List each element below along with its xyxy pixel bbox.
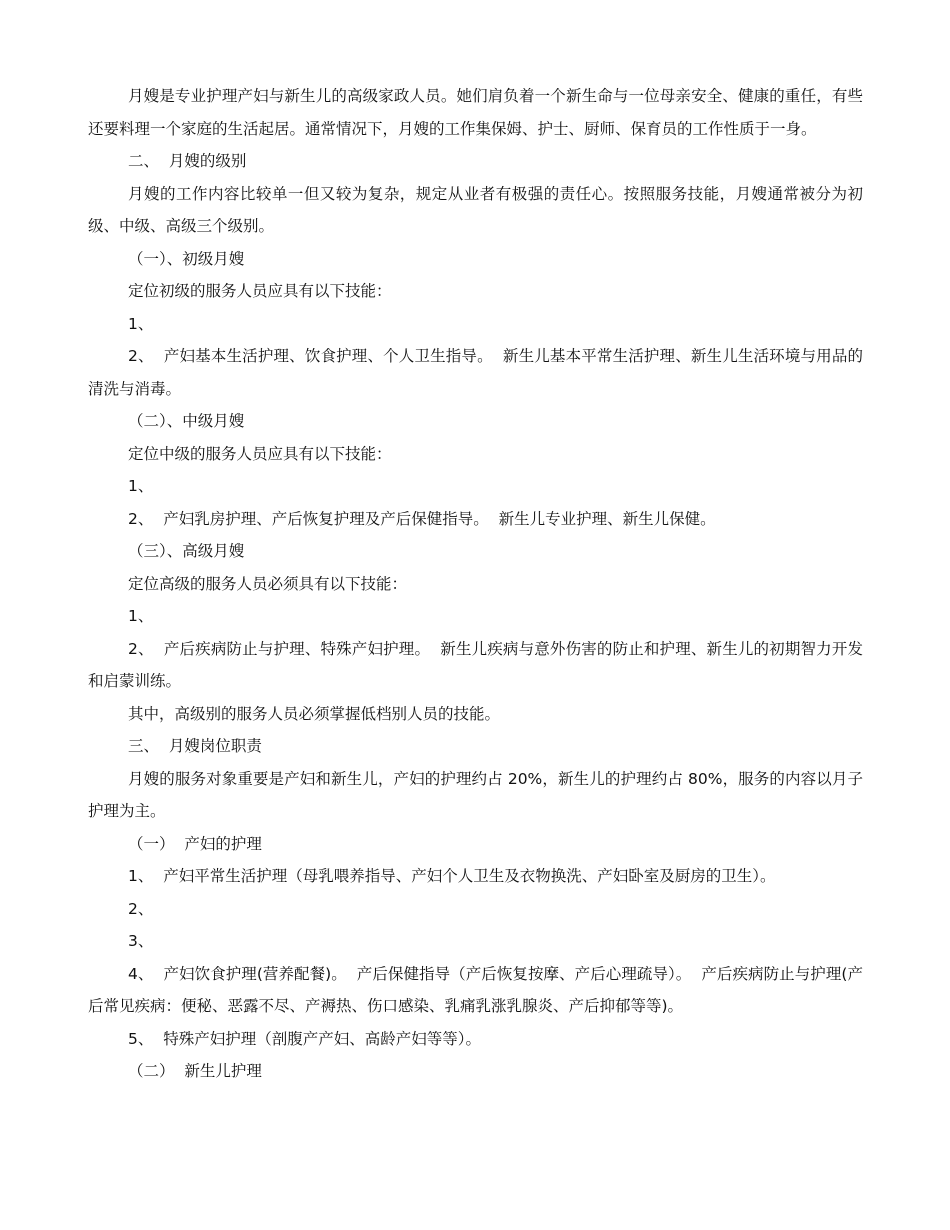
subheading-junior: （一）、初级月嫂: [128, 249, 245, 268]
intermediate-skill-2: 2、 产妇乳房护理、产后恢复护理及产后保健指导。 新生儿专业护理、新生儿保健。: [128, 509, 716, 528]
intro-paragraph: 月嫂是专业护理产妇与新生儿的高级家政人员。她们肩负着一个新生命与一位母亲安全、健康的重任，有些还要料理一个家庭的生活起居。通常情况下，月嫂的工作集保姆、护士、厨师、保育员的工作性质于一身。: [88, 87, 863, 138]
junior-skill-2: 2、 产妇基本生活护理、饮食护理、个人卫生指导。 新生儿基本平常生活护理、新生儿生活环境与用品的清洗与消毒。: [88, 347, 863, 398]
section-heading-duties: 三、 月嫂岗位职责: [128, 737, 262, 755]
duties-intro-paragraph: 月嫂的服务对象重要是产妇和新生儿，产妇的护理约占 20%，新生儿的护理约占 80%，服务的内容以月子护理为主。: [88, 769, 863, 820]
intermediate-skills-lead: 定位中级的服务人员应具有以下技能：: [128, 444, 392, 463]
mother-care-item-3: 3、: [128, 932, 154, 950]
intermediate-skill-1: 1、: [128, 477, 154, 495]
subheading-mother-care: （一） 产妇的护理: [128, 834, 262, 853]
section-heading-levels: 二、 月嫂的级别: [128, 152, 247, 170]
subheading-intermediate: （二）、中级月嫂: [128, 412, 245, 430]
levels-intro-paragraph: 月嫂的工作内容比较单一但又较为复杂，规定从业者有极强的责任心。按照服务技能，月嫂通常被分为初级、中级、高级三个级别。: [88, 184, 863, 235]
mother-care-item-2: 2、: [128, 899, 154, 918]
senior-skill-2: 2、 产后疾病防止与护理、特殊产妇护理。 新生儿疾病与意外伤害的防止和护理、新生儿的初期智力开发和启蒙训练。: [88, 639, 863, 690]
document-page: [88, 80, 863, 1088]
subheading-newborn-care: （二） 新生儿护理: [128, 1062, 262, 1080]
senior-note: 其中，高级别的服务人员必须掌握低档别人员的技能。: [128, 704, 501, 723]
junior-skill-1: 1、: [128, 314, 154, 333]
subheading-senior: （三）、高级月嫂: [128, 542, 245, 560]
mother-care-item-5: 5、 特殊产妇护理（剖腹产产妇、高龄产妇等等）。: [128, 1029, 481, 1048]
senior-skill-1: 1、: [128, 607, 154, 625]
mother-care-item-1: 1、 产妇平常生活护理（母乳喂养指导、产妇个人卫生及衣物换洗、产妇卧室及厨房的卫生）。: [128, 867, 776, 885]
senior-skills-lead: 定位高级的服务人员必须具有以下技能：: [128, 574, 408, 593]
junior-skills-lead: 定位初级的服务人员应具有以下技能：: [128, 282, 392, 300]
mother-care-item-4: 4、 产妇饮食护理(营养配餐)。 产后保健指导（产后恢复按摩、产后心理疏导）。 产后疾病防止与护理(产后常见疾病：便秘、恶露不尽、产褥热、伤口感染、乳痛乳涨乳腺炎、产后抑郁等等)。: [88, 964, 863, 1015]
